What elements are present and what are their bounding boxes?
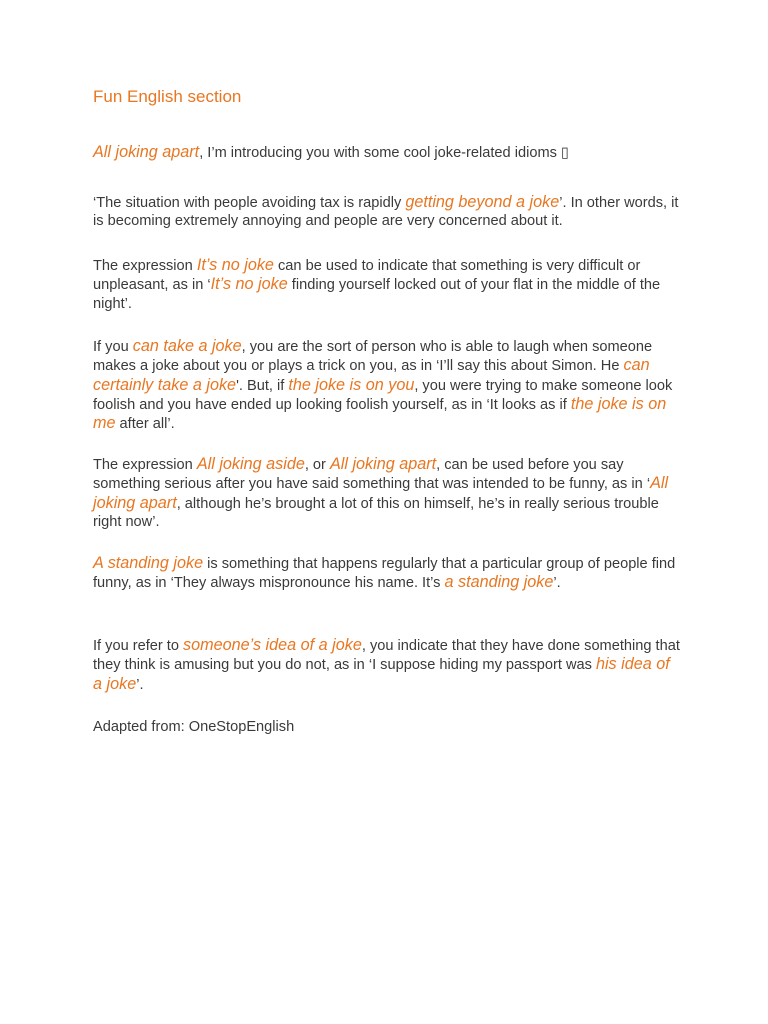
idiom-highlight: can certainly take a joke bbox=[93, 356, 650, 394]
paragraph-text: ’. In other words, it is becoming extremely annoying and people are very concerned about it. bbox=[93, 195, 679, 230]
paragraph-text: , I’m introducing you with some cool joke-related idioms bbox=[199, 145, 561, 161]
idiom-highlight: All joking aside bbox=[196, 455, 305, 473]
paragraph-text: , although he’s brought a lot of this on himself, he’s in really serious trouble right now’. bbox=[93, 495, 659, 530]
idiom-highlight: All joking apart bbox=[93, 474, 669, 512]
idiom-highlight: the joke is on me bbox=[93, 394, 667, 433]
paragraph-text: , you indicate that they have done something that they think is amusing but you do not, as in ‘I suppose hiding my passport was bbox=[93, 638, 680, 674]
idiom-highlight: It’s no joke bbox=[210, 275, 288, 294]
idiom-highlight: All joking apart bbox=[329, 455, 437, 473]
paragraph-text: , you are the sort of person who is able to laugh when someone makes a joke about you or plays a trick on you, as in ‘I’ll say this about Simon. He bbox=[93, 339, 653, 375]
idiom-paragraph-take-a-joke bbox=[93, 337, 683, 433]
idiom-highlight: can take a joke bbox=[132, 337, 242, 355]
paragraph-text: can be used to indicate that something is very difficult or unpleasant, as in ‘ bbox=[93, 258, 641, 294]
idiom-highlight: It’s no joke bbox=[196, 256, 274, 274]
paragraph-text: finding yourself locked out of your flat in the middle of the night’. bbox=[93, 277, 661, 312]
idiom-paragraph-joking-aside bbox=[93, 455, 683, 531]
idiom-paragraph-standing-joke bbox=[93, 554, 683, 593]
paragraph-text: The expression bbox=[93, 457, 197, 473]
idiom-highlight: the joke is on you bbox=[288, 375, 415, 394]
paragraph-text: If you bbox=[93, 339, 133, 355]
emoji-placeholder-icon: ▯ bbox=[560, 145, 569, 161]
idiom-paragraph-idea-of-a-joke bbox=[93, 636, 683, 694]
source-attribution: Adapted from: OneStopEnglish bbox=[93, 719, 295, 735]
section-title: Fun English section bbox=[93, 87, 242, 106]
idiom-highlight: someone’s idea of a joke bbox=[183, 636, 362, 654]
idiom-highlight: his idea of a joke bbox=[93, 655, 670, 693]
intro-paragraph bbox=[93, 143, 683, 162]
paragraph-text: ’. bbox=[136, 676, 144, 693]
paragraph-text: ’. bbox=[553, 575, 561, 592]
idiom-highlight: A standing joke bbox=[93, 554, 204, 572]
paragraph-text: , can be used before you say something serious after you have said something that was intended to be funny, as in ‘ bbox=[93, 457, 651, 493]
paragraph-text: ‘The situation with people avoiding tax is rapidly bbox=[93, 195, 406, 211]
idiom-paragraph-no-joke bbox=[93, 256, 683, 313]
idiom-highlight: All joking apart bbox=[93, 143, 200, 161]
paragraph-text: If you refer to bbox=[93, 638, 184, 654]
paragraph-text: , or bbox=[304, 457, 330, 473]
idiom-paragraph-beyond-a-joke bbox=[93, 193, 683, 231]
idiom-highlight: a standing joke bbox=[444, 573, 554, 592]
paragraph-text: '. But, if bbox=[236, 377, 289, 394]
idiom-highlight: getting beyond a joke bbox=[405, 193, 560, 211]
paragraph-text: after all’. bbox=[115, 416, 175, 433]
paragraph-text: is something that happens regularly that a particular group of people find funny, as in ‘They always mispronounce his name. It’s bbox=[93, 556, 676, 592]
paragraph-text: The expression bbox=[93, 258, 197, 274]
paragraph-text: , you were trying to make someone look foolish and you have ended up looking foolish yourself, as in ‘It looks as if bbox=[93, 377, 673, 413]
